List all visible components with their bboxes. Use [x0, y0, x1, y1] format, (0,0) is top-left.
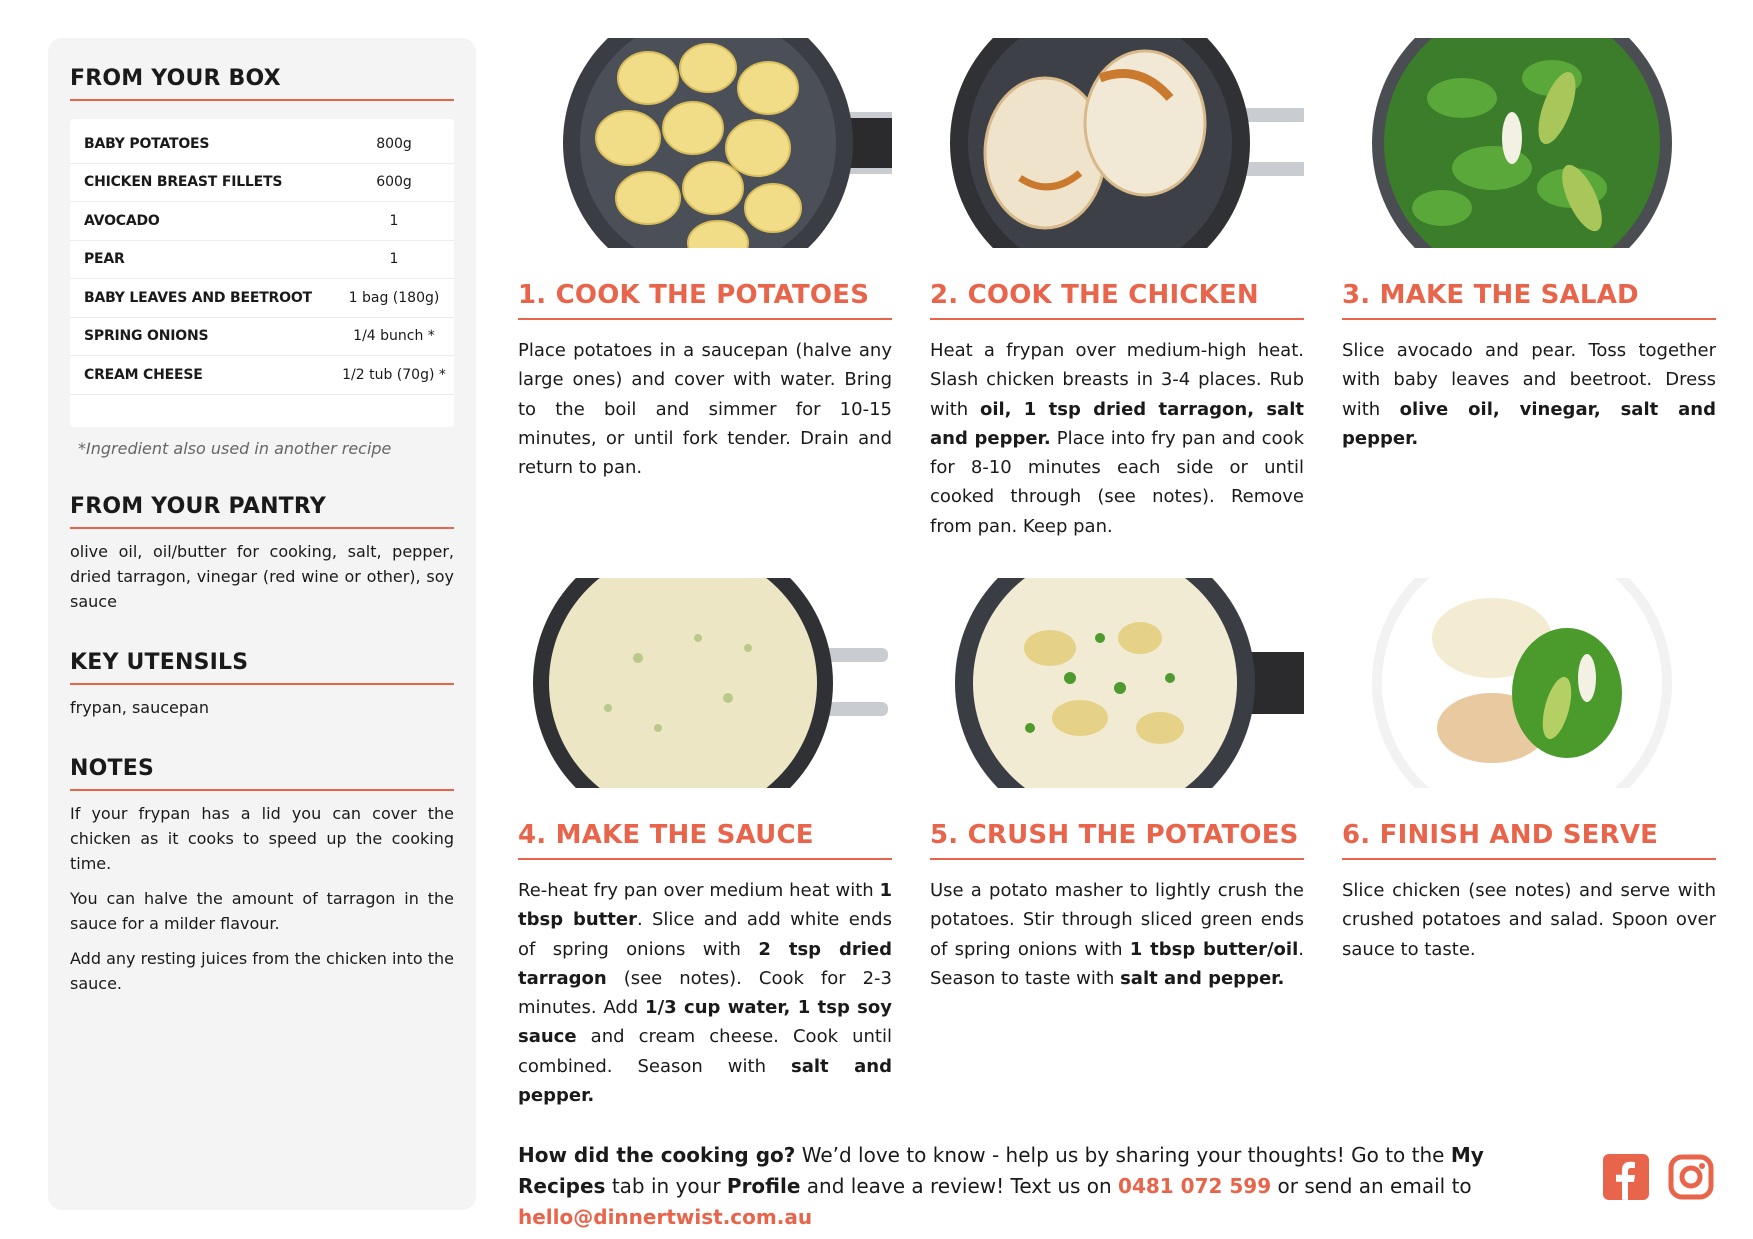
ingredient-name: SPRING ONIONS — [84, 328, 209, 345]
step-1 — [518, 38, 892, 482]
bold-text: oil, 1 tsp dried tarragon, salt and pepper. — [930, 398, 1304, 449]
utensils-section — [70, 650, 454, 720]
ingredient-name: PEAR — [84, 251, 125, 268]
step-6 — [1342, 578, 1716, 964]
bold-text: salt and pepper. — [1120, 967, 1285, 989]
bold-text: olive oil, vinegar, salt and pepper. — [1342, 398, 1716, 449]
ingredient-qty: 800g — [376, 135, 412, 152]
bold-text: 1 tbsp butter/oil — [1129, 938, 1299, 960]
utensils-text: frypan, saucepan — [70, 698, 209, 717]
text-run: and leave a review! Text us on — [800, 1174, 1119, 1198]
text-run: or send an email to — [1271, 1174, 1472, 1198]
ingredient-qty: 600g — [376, 174, 412, 191]
bold-text: My Recipes — [518, 1143, 1484, 1198]
step-body — [1342, 876, 1716, 964]
ingredient-row — [70, 241, 454, 280]
step-body — [1342, 336, 1716, 453]
pantry-section — [70, 494, 454, 614]
ingredient-row — [70, 125, 454, 164]
step-5 — [930, 578, 1304, 993]
footnote: *Ingredient also used in another recipe — [78, 439, 392, 458]
chicken-in-frypan-image — [930, 38, 1304, 248]
contact-link[interactable]: hello@dinnertwist.com.au — [518, 1205, 813, 1229]
step-body — [518, 876, 892, 1110]
step-body — [518, 336, 892, 482]
box-heading: FROM YOUR BOX — [70, 66, 454, 101]
text-run: Heat a frypan over medium-high heat. Slash chicken breasts in 3-4 places. Rub with — [930, 340, 1304, 420]
ingredient-name: BABY LEAVES AND BEETROOT — [84, 289, 312, 306]
ingredient-row — [70, 279, 454, 318]
utensils-heading: KEY UTENSILS — [70, 650, 454, 685]
bold-text: 2 tsp dried tarragon — [518, 938, 892, 989]
step-title: 1. COOK THE POTATOES — [518, 280, 892, 320]
notes-section — [70, 756, 454, 996]
bold-text: 1 tbsp butter — [518, 880, 892, 931]
note-item: If your frypan has a lid you can cover the chicken as it cooks to speed up the cooking time. — [70, 804, 454, 873]
text-run: We’d love to know - help us by sharing your thoughts! Go to the — [795, 1143, 1451, 1167]
step-title: 4. MAKE THE SAUCE — [518, 820, 892, 860]
ingredient-qty: 1 — [389, 251, 399, 268]
bold-text: salt and pepper. — [518, 1055, 892, 1107]
ingredient-row — [70, 356, 454, 395]
bold-text: How did the cooking go? — [518, 1143, 796, 1167]
text-run: (see notes). Cook for 2-3 minutes. Add — [518, 967, 892, 1019]
pantry-heading: FROM YOUR PANTRY — [70, 494, 454, 529]
potatoes-in-saucepan-image — [518, 38, 892, 248]
ingredient-row — [70, 202, 454, 241]
step-body — [930, 876, 1304, 993]
bold-text: 1/3 cup water, 1 tsp soy sauce — [518, 997, 892, 1048]
ingredient-qty: 1 bag (180g) — [348, 289, 440, 306]
pantry-text: olive oil, oil/butter for cooking, salt, pepper, dried tarragon, vinegar (red wine or other), soy sauce — [70, 542, 454, 611]
salad-bowl-image — [1342, 38, 1716, 248]
step-title: 3. MAKE THE SALAD — [1342, 280, 1716, 320]
text-run: Slice avocado and pear. Toss together with baby leaves and beetroot. Dress with — [1342, 340, 1716, 420]
plated-meal-image — [1342, 578, 1716, 788]
ingredients-table — [70, 119, 454, 427]
text-run: Place into fry pan and cook for 8-10 minutes each side or until cooked through (see notes). Remove from pan. Keep pan. — [930, 427, 1304, 537]
step-2 — [930, 38, 1304, 541]
instagram-icon[interactable] — [1668, 1154, 1714, 1204]
sauce-in-frypan-image — [518, 578, 892, 788]
text-run: . Slice and add white ends of spring onions with — [518, 909, 892, 960]
feedback-footer — [518, 1140, 1578, 1233]
ingredient-row-empty — [70, 395, 454, 434]
ingredient-qty: 1/4 bunch * — [353, 328, 435, 345]
step-3 — [1342, 38, 1716, 453]
ingredient-qty: 1 — [389, 212, 399, 229]
ingredient-qty: 1/2 tub (70g) * — [342, 366, 446, 383]
step-title: 6. FINISH AND SERVE — [1342, 820, 1716, 860]
notes-heading: NOTES — [70, 756, 454, 791]
ingredient-name: BABY POTATOES — [84, 135, 210, 152]
step-body — [930, 336, 1304, 541]
contact-link[interactable]: 0481 072 599 — [1118, 1174, 1272, 1198]
step-title: 2. COOK THE CHICKEN — [930, 280, 1304, 320]
note-item: You can halve the amount of tarragon in the sauce for a milder flavour. — [70, 889, 454, 933]
text-run: Re-heat fry pan over medium heat with — [518, 880, 880, 901]
text-run: tab in your — [605, 1174, 727, 1198]
facebook-icon[interactable] — [1603, 1154, 1649, 1204]
ingredients-sidebar — [48, 38, 476, 1210]
text-run: and cream cheese. Cook until combined. Season with — [518, 1026, 892, 1077]
step-title: 5. CRUSH THE POTATOES — [930, 820, 1304, 860]
text-run: . Season to taste with — [930, 938, 1305, 989]
step-4 — [518, 578, 892, 1110]
text-run: Place potatoes in a saucepan (halve any large ones) and cover with water. Bring to the boil and simmer for 10-15 minutes, or until fork tender. Drain and return to pan. — [518, 340, 892, 479]
note-item: Add any resting juices from the chicken into the sauce. — [70, 949, 454, 993]
ingredient-name: AVOCADO — [84, 212, 160, 229]
ingredient-row — [70, 318, 454, 357]
ingredient-name: CHICKEN BREAST FILLETS — [84, 174, 283, 191]
text-run: Slice chicken (see notes) and serve with crushed potatoes and salad. Spoon over sauce to taste. — [1342, 880, 1716, 960]
crushed-potatoes-in-saucepan-image — [930, 578, 1304, 788]
ingredient-row — [70, 164, 454, 203]
ingredient-name: CREAM CHEESE — [84, 366, 203, 383]
text-run: Use a potato masher to lightly crush the potatoes. Stir through sliced green ends of spring onions with — [930, 880, 1304, 960]
bold-text: Profile — [726, 1174, 801, 1198]
